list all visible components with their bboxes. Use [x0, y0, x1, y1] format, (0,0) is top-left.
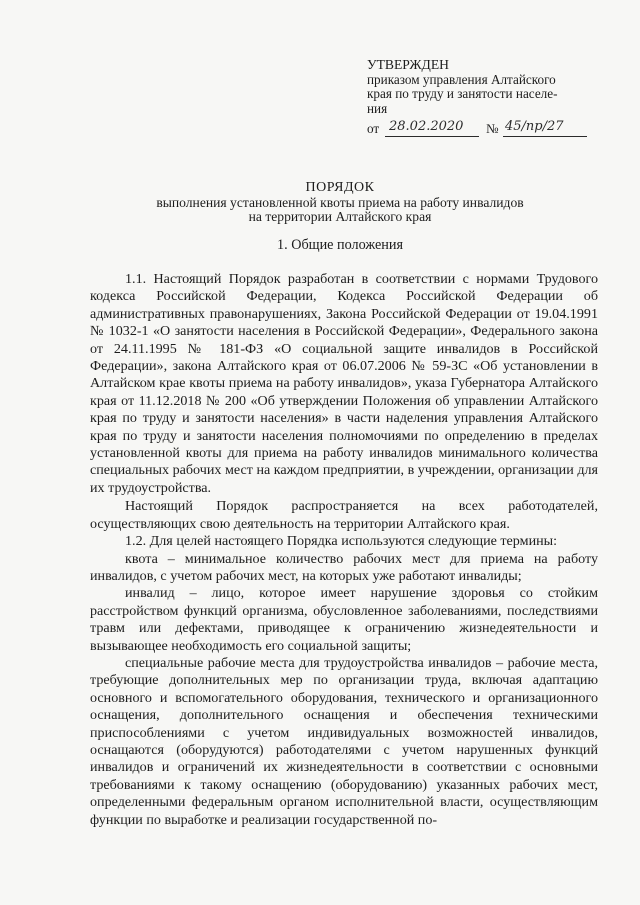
title-main: ПОРЯДОК — [305, 180, 375, 195]
document-title — [90, 181, 590, 225]
number-prefix: № — [486, 121, 499, 136]
handwritten-number: 45/пр/27 — [505, 119, 564, 134]
approval-line: края по труду и занятости населе- — [367, 86, 558, 101]
approval-text — [367, 73, 599, 117]
title-line: выполнения установленной квоты приема на работу инвалидов — [156, 194, 524, 210]
date-underline — [385, 136, 479, 137]
paragraph: 1.1. Настоящий Порядок разработан в соответствии с нормами Трудового кодекса Российской Федерации, Кодекса Российской Федерации об административных правонарушениях, Закона Российской Федерации от 19.04.1991 № 1032-1 «О занятости населения в Российской Федерации», Федерального закона от 24.11.1995 № 181-ФЗ «О социальной защите инвалидов в Российской Федерации», закона Алтайского края от 06.07.2006 № 59-ЗС «Об установлении в Алтайском крае квоты приема на работу инвалидов», указа Губернатора Алтайского края от 11.12.2018 № 200 «Об утверждении Положения об управлении Алтайского края по труду и занятости населения» в части наделения управления Алтайского края по труду и занятости населения полномочиями по определению в пределах установленной квоты для приема на работу инвалидов минимального количества специальных рабочих мест на каждом предприятии, в учреждении, организации для их трудоустройства. — [90, 271, 598, 496]
date-prefix: от — [367, 121, 380, 136]
approval-heading: УТВЕРЖДЕН — [367, 57, 449, 72]
paragraph: специальные рабочие места для трудоустройства инвалидов – рабочие места, требующие дополнительных мер по организации труда, включая адаптацию основного и вспомогательного оборудования, технического и организационного оснащения, дополнительного оснащения и обеспечения техническими приспособлениями с учетом индивидуальных возможностей инвалидов, оснащаются (оборудуются) работодателями с учетом нарушенных функций инвалидов и ограничений их жизнедеятельности в соответствии с основными требованиями к такому оснащению (оборудованию) указанных рабочих мест, определенными федеральным органом исполнительной власти, осуществляющим функции по выработке и реализации государственной по- — [90, 654, 598, 828]
paragraph: инвалид – лицо, которое имеет нарушение здоровья со стойким расстройством функций организма, обусловленное заболеваниями, последствиями травм или дефектами, приводящее к ограничению жизнедеятельности и вызывающее необходимость его социальной защиты; — [90, 585, 598, 654]
paragraph: 1.2. Для целей настоящего Порядка используются следующие термины: — [125, 533, 558, 550]
approval-line: ния — [367, 100, 388, 116]
document-body — [90, 271, 598, 829]
title-line: на территории Алтайского края — [248, 209, 432, 225]
paragraph: Настоящий Порядок распространяется на всех работодателей, осуществляющих свою деятельность на территории Алтайского края. — [90, 498, 598, 532]
approval-stamp — [367, 58, 599, 138]
approval-line: приказом управления Алтайского — [367, 71, 556, 87]
number-underline — [503, 136, 587, 137]
section-heading: 1. Общие положения — [277, 237, 403, 253]
paragraph: квота – минимальное количество рабочих мест для приема на работу инвалидов, с учетом рабочих мест, на которых уже работают инвалиды; — [90, 550, 598, 584]
approval-date-number — [367, 120, 599, 138]
handwritten-date: 28.02.2020 — [389, 119, 464, 134]
